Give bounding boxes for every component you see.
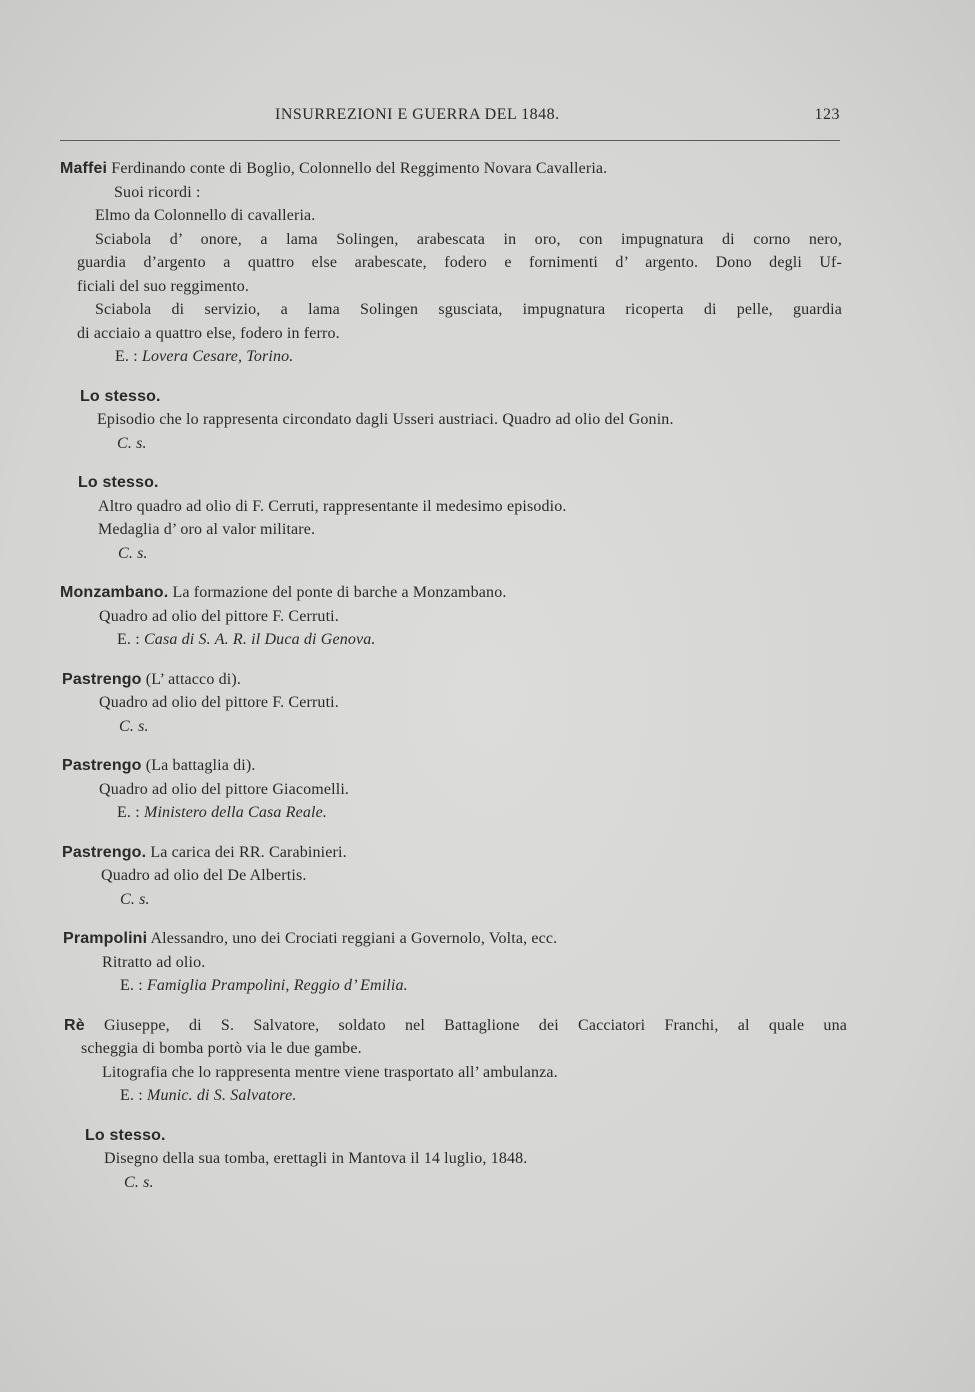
entry-line: guardia d’argento a quattro else arabescate, fodero e fornimenti d’ argento. Dono degli Uf- [77, 254, 842, 271]
entry-line: Quadro ad olio del De Albertis. [101, 867, 307, 884]
entry-heading-text: (La battaglia di). [141, 757, 256, 774]
entry-line: Episodio che lo rappresenta circondato dagli Usseri austriaci. Quadro ad olio del Gonin. [97, 411, 674, 428]
reference-label: E. : [120, 977, 143, 994]
entry-heading: Pastrengo [62, 670, 142, 688]
entry-line: Quadro ad olio del pittore Giacomelli. [99, 780, 350, 798]
entry-heading-text: Ferdinando conte di Boglio, Colonnello del Reggimento Novara Cavalleria. [107, 160, 608, 177]
reference-owner: Munic. di S. Salvatore. [146, 1087, 297, 1104]
entry-line: Medaglia d’ oro al valor militare. [98, 521, 316, 538]
reference-owner: Lovera Cesare, Torino. [141, 348, 294, 365]
running-title: INSURREZIONI E GUERRA DEL 1848. [275, 106, 560, 123]
entry-heading: Maffei [60, 160, 108, 177]
entry-heading-text: Alessandro, uno dei Crociati reggiani a Governolo, Volta, ecc. [147, 930, 558, 947]
entry-prampolini [0, 927, 975, 998]
reference-label: E. : [117, 631, 140, 648]
entry-heading: Pastrengo. [62, 843, 147, 861]
entry-line: Litografia che lo rappresenta mentre viene trasportato all’ ambulanza. [102, 1063, 558, 1081]
reference-owner: Famiglia Prampolini, Reggio d’ Emilia. [146, 977, 408, 994]
entry-line: di acciaio a quattro else, fodero in ferro. [77, 324, 340, 342]
entry-heading-text: Giuseppe, di S. Salvatore, soldato nel Battaglione dei Cacciatori Franchi, al quale una [84, 1016, 847, 1034]
entry-pastrengo-carica [0, 841, 975, 912]
reference-owner: C. s. [119, 717, 149, 735]
entry-line: Altro quadro ad olio di F. Cerruti, rappresentante il medesimo episodio. [98, 497, 567, 515]
entry-heading: Monzambano. [60, 584, 169, 601]
entry-line: Ritratto ad olio. [102, 953, 206, 971]
entry-lo-stesso-1 [0, 385, 975, 456]
reference-owner: C. s. [117, 434, 147, 452]
entry-heading: Lo stesso. [85, 1126, 166, 1144]
entry-line: Suoi ricordi : [114, 183, 201, 201]
entry-line: Sciabola di servizio, a lama Solingen sgusciata, impugnatura ricoperta di pelle, guardia [95, 301, 842, 318]
entry-heading: Lo stesso. [78, 474, 159, 491]
entry-line: Elmo da Colonnello di cavalleria. [95, 207, 316, 224]
reference-label: E. : [117, 804, 140, 821]
entry-maffei [0, 157, 975, 369]
entry-line: ficiali del suo reggimento. [77, 277, 250, 295]
entry-heading-text: La carica dei RR. Carabinieri. [146, 843, 347, 861]
running-header [60, 106, 840, 128]
entry-heading-text: La formazione del ponte di barche a Monzambano. [168, 584, 507, 601]
entry-line: scheggia di bomba portò via le due gambe. [81, 1040, 362, 1057]
entry-pastrengo-attacco [0, 668, 975, 739]
entry-re-giuseppe [0, 1014, 975, 1108]
entry-line: Sciabola d’ onore, a lama Solingen, arabescata in oro, con impugnatura di corno nero, [95, 230, 842, 248]
entry-monzambano [0, 581, 975, 652]
page-number: 123 [814, 106, 840, 123]
catalog-entries [0, 157, 975, 1210]
entry-lo-stesso-2 [0, 471, 975, 565]
header-rule [60, 140, 840, 141]
entry-heading: Pastrengo [62, 757, 142, 774]
reference-owner: Casa di S. A. R. il Duca di Genova. [143, 631, 376, 648]
entry-lo-stesso-3 [0, 1124, 975, 1195]
entry-heading: Rè [64, 1016, 85, 1034]
reference-label: E. : [115, 348, 138, 365]
reference-owner: C. s. [118, 544, 148, 562]
reference-owner: C. s. [124, 1173, 154, 1191]
reference-owner: C. s. [120, 890, 150, 908]
entry-pastrengo-battaglia [0, 754, 975, 825]
entry-heading-text: (L’ attacco di). [141, 670, 241, 688]
entry-line: Disegno della sua tomba, erettagli in Mantova il 14 luglio, 1848. [104, 1150, 528, 1167]
reference-label: E. : [120, 1087, 143, 1104]
entry-line: Quadro ad olio del pittore F. Cerruti. [99, 694, 339, 711]
entry-heading: Lo stesso. [80, 387, 161, 405]
entry-line: Quadro ad olio del pittore F. Cerruti. [99, 607, 339, 625]
reference-owner: Ministero della Casa Reale. [143, 804, 327, 821]
entry-heading: Prampolini [63, 930, 148, 947]
